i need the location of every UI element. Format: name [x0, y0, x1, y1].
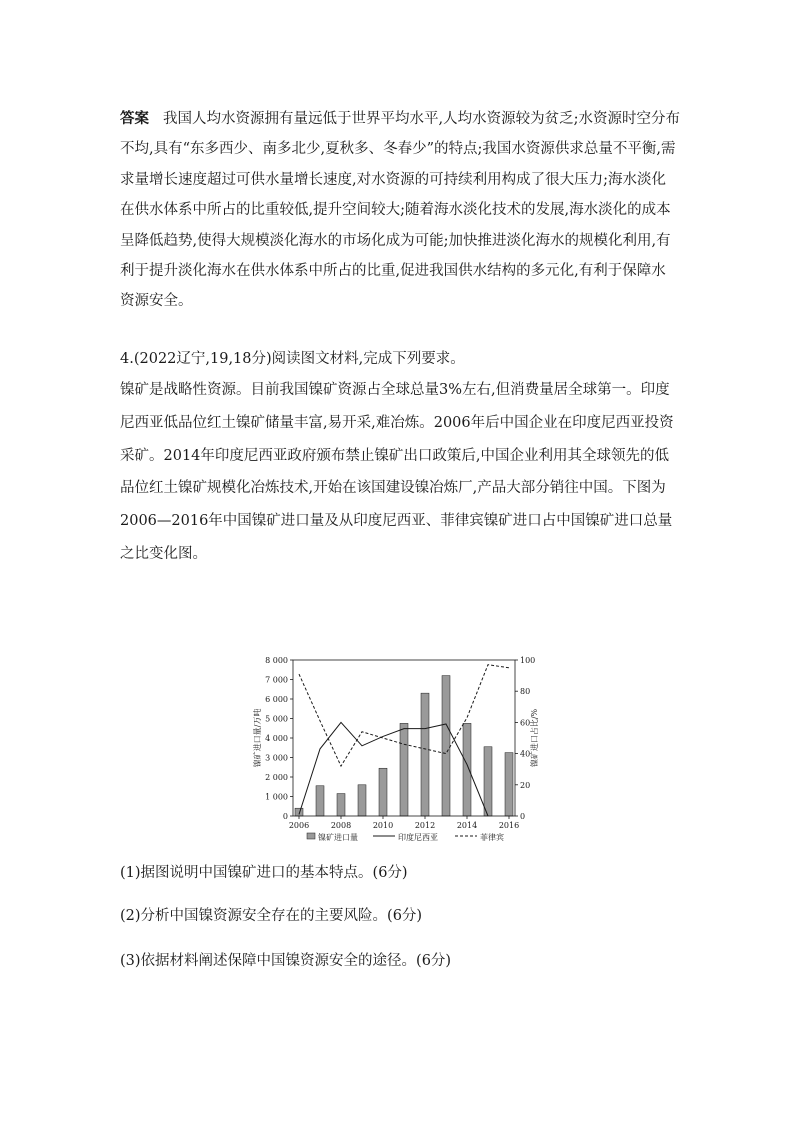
y-right-tick-label: 0: [520, 812, 526, 821]
x-tick-label: 2010: [372, 821, 394, 830]
x-tick-label: 2016: [498, 821, 520, 830]
legend-philippines-label: 菲律宾: [480, 833, 504, 842]
sub-question-3: (3)依据材料阐述保障中国镍资源安全的途径。(6分): [120, 953, 452, 969]
y-left-tick-label: 1 000: [265, 792, 288, 802]
y-left-tick-label: 6 000: [265, 695, 288, 704]
y-right-tick-label: 80: [520, 687, 531, 697]
y-left-tick-label: 8 000: [265, 656, 288, 665]
y-left-tick-label: 2 000: [265, 773, 288, 782]
legend-indonesia-label: 印度尼西亚: [398, 833, 438, 842]
y-left-tick-label: 0: [282, 812, 288, 821]
bar-2008: [337, 794, 345, 816]
legend: [307, 832, 504, 842]
x-tick-label: 2012: [414, 821, 436, 830]
sub-question-1: (1)据图说明中国镍矿进口的基本特点。(6分): [120, 865, 408, 881]
nickel-import-chart: [253, 650, 539, 850]
bar-2010: [379, 768, 387, 816]
y-left-tick-label: 4 000: [265, 734, 288, 743]
bar-2011: [400, 723, 408, 816]
bar-2009: [358, 785, 366, 816]
legend-bar-label: 镍矿进口量: [318, 833, 358, 842]
bar-2013: [442, 676, 450, 816]
x-tick-label: 2006: [288, 821, 310, 830]
legend-bar-swatch: [307, 833, 315, 839]
x-tick-label: 2014: [456, 821, 478, 830]
indonesia-line: [299, 722, 488, 816]
bar-2014: [463, 723, 471, 816]
bar-series: [295, 676, 513, 816]
bar-2015: [484, 747, 492, 816]
answer-paragraph: [120, 104, 680, 317]
x-tick-label: 2008: [330, 821, 352, 830]
bar-2007: [316, 786, 324, 816]
answer-label: 答案: [120, 111, 149, 127]
bar-2012: [421, 693, 429, 816]
y-right-tick-label: 100: [520, 656, 536, 665]
question-header: 4.(2022辽宁,19,18分)阅读图文材料,完成下列要求。: [120, 351, 465, 367]
y-left-tick-label: 7 000: [265, 675, 288, 685]
sub-question-2: (2)分析中国镍资源安全存在的主要风险。(6分): [120, 908, 423, 924]
x-axis-ticks: [289, 816, 519, 830]
bar-2006: [295, 808, 303, 816]
y-left-tick-label: 5 000: [265, 714, 288, 724]
y-left-axis-ticks: [265, 656, 293, 821]
y-right-tick-label: 40: [520, 749, 531, 759]
question-material: 镍矿是战略性资源。目前我国镍矿资源占全球总量3%左右,但消费量居全球第一。印度尼西亚低品位红土镍矿储量丰富,易开采,难冶炼。2006年后中国企业在印度尼西亚投资采矿。2014年印度尼西亚政府颁布禁止镍矿出口政策后,中国企业利用其全球领先的低品位红土镍矿规模化冶炼技术,开始在该国建设镍冶炼厂,产品大部分销往中国。下图为2006—2016年中国镍矿进口量及从印度尼西亚、菲律宾镍矿进口占中国镍矿进口总量之比变化图。: [120, 382, 674, 562]
y-right-tick-label: 20: [520, 780, 531, 790]
answer-text: 我国人均水资源拥有量远低于世界平均水平,人均水资源较为贫乏;水资源时空分布不均,具有“东多西少、南多北少,夏秋多、冬春少”的特点;我国水资源供求总量不平衡,需求量增长速度超过可供水量增长速度,对水资源的可持续利用构成了很大压力;海水淡化在供水体系中所占的比重较低,提升空间较大;随着海水淡化技术的发展,海水淡化的成本呈降低趋势,使得大规模淡化海水的市场化成为可能;加快推进淡化海水的规模化利用,有利于提升淡化海水在供水体系中所占的比重,促进我国供水结构的多元化,有利于保障水资源安全。: [120, 111, 680, 310]
y-right-axis-label: 镍矿进口占比/%: [530, 708, 539, 768]
bar-2016: [505, 753, 513, 816]
y-left-axis-label: 镍矿进口量/万吨: [253, 708, 262, 768]
y-right-tick-label: 60: [520, 718, 531, 728]
y-left-tick-label: 3 000: [265, 753, 288, 763]
